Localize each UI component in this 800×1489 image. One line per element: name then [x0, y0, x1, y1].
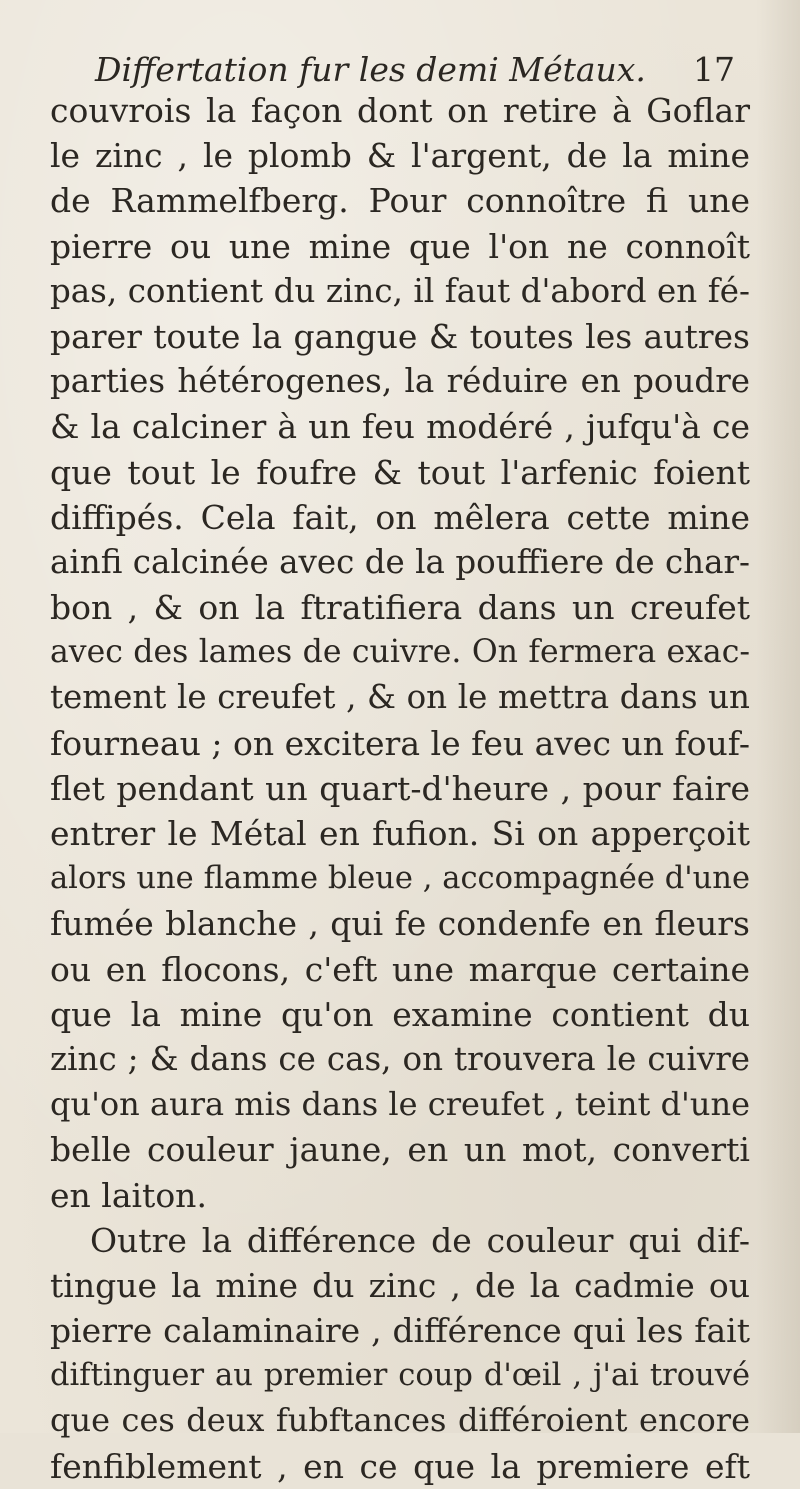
text-line: fourneau ; on excitera le feu avec un fouf-	[50, 723, 750, 763]
text-line: couvrois la façon dont on retire à Goflar	[50, 91, 750, 130]
text-line: zinc ; & dans ce cas, on trouvera le cuivre	[50, 1039, 750, 1078]
text-line: bon , & on la ftratifiera dans un creufet	[50, 588, 750, 628]
text-line: que la mine qu'on examine contient du	[50, 994, 750, 1034]
text-line: tement le creufet , & on le mettra dans un	[50, 678, 750, 717]
text-line: pierre calaminaire , différence qui les fait	[50, 1311, 750, 1351]
text-line: le zinc , le plomb & l'argent, de la mine	[50, 136, 750, 176]
paragraph-start-line: Outre la différence de couleur qui dif-	[90, 1220, 750, 1260]
text-line: ou en flocons, c'eft une marque certaine	[50, 949, 750, 989]
page-edge-shadow	[756, 0, 800, 1433]
text-line: ainfi calcinée avec de la pouffiere de char-	[50, 542, 750, 581]
text-line: tingue la mine du zinc , de la cadmie ou	[50, 1265, 750, 1305]
paragraph-end-line: en laiton.	[50, 1175, 207, 1215]
text-line: que tout le foufre & tout l'arfenic foient	[50, 452, 750, 492]
text-line: qu'on aura mis dans le creufet , teint d'une	[50, 1085, 750, 1124]
running-header	[95, 48, 735, 92]
text-line: & la calciner à un feu modéré , jufqu'à ce	[50, 407, 750, 447]
text-line: entrer le Métal en fufion. Si on apperçoit	[50, 814, 750, 853]
text-line: pierre ou une mine que l'on ne connoît	[50, 226, 750, 266]
running-title: Differtation fur les demi Métaux.	[95, 50, 646, 89]
text-line: fenfiblement , en ce que la premiere eft	[50, 1446, 750, 1486]
text-line: de Rammelfberg. Pour connoître fi une	[50, 181, 750, 221]
body-text	[50, 88, 750, 1489]
text-line: pas, contient du zinc, il faut d'abord en fé-	[50, 271, 750, 310]
text-line: alors une flamme bleue , accompagnée d'une	[50, 861, 750, 897]
text-line: que ces deux fubftances différoient encore	[50, 1401, 750, 1440]
page-number: 17	[693, 50, 735, 89]
text-line: diftinguer au premier coup d'œil , j'ai trouvé	[50, 1358, 750, 1394]
text-line: belle couleur jaune, en un mot, converti	[50, 1130, 750, 1170]
text-line: flet pendant un quart-d'heure , pour faire	[50, 768, 750, 808]
text-line: fumée blanche , qui fe condenfe en fleurs	[50, 904, 750, 944]
text-line: diffipés. Cela fait, on mêlera cette mine	[50, 497, 750, 537]
text-line: parties hétérogenes, la réduire en poudre	[50, 362, 750, 401]
text-line: avec des lames de cuivre. On fermera exac-	[50, 634, 750, 671]
text-line: parer toute la gangue & toutes les autres	[50, 316, 750, 356]
